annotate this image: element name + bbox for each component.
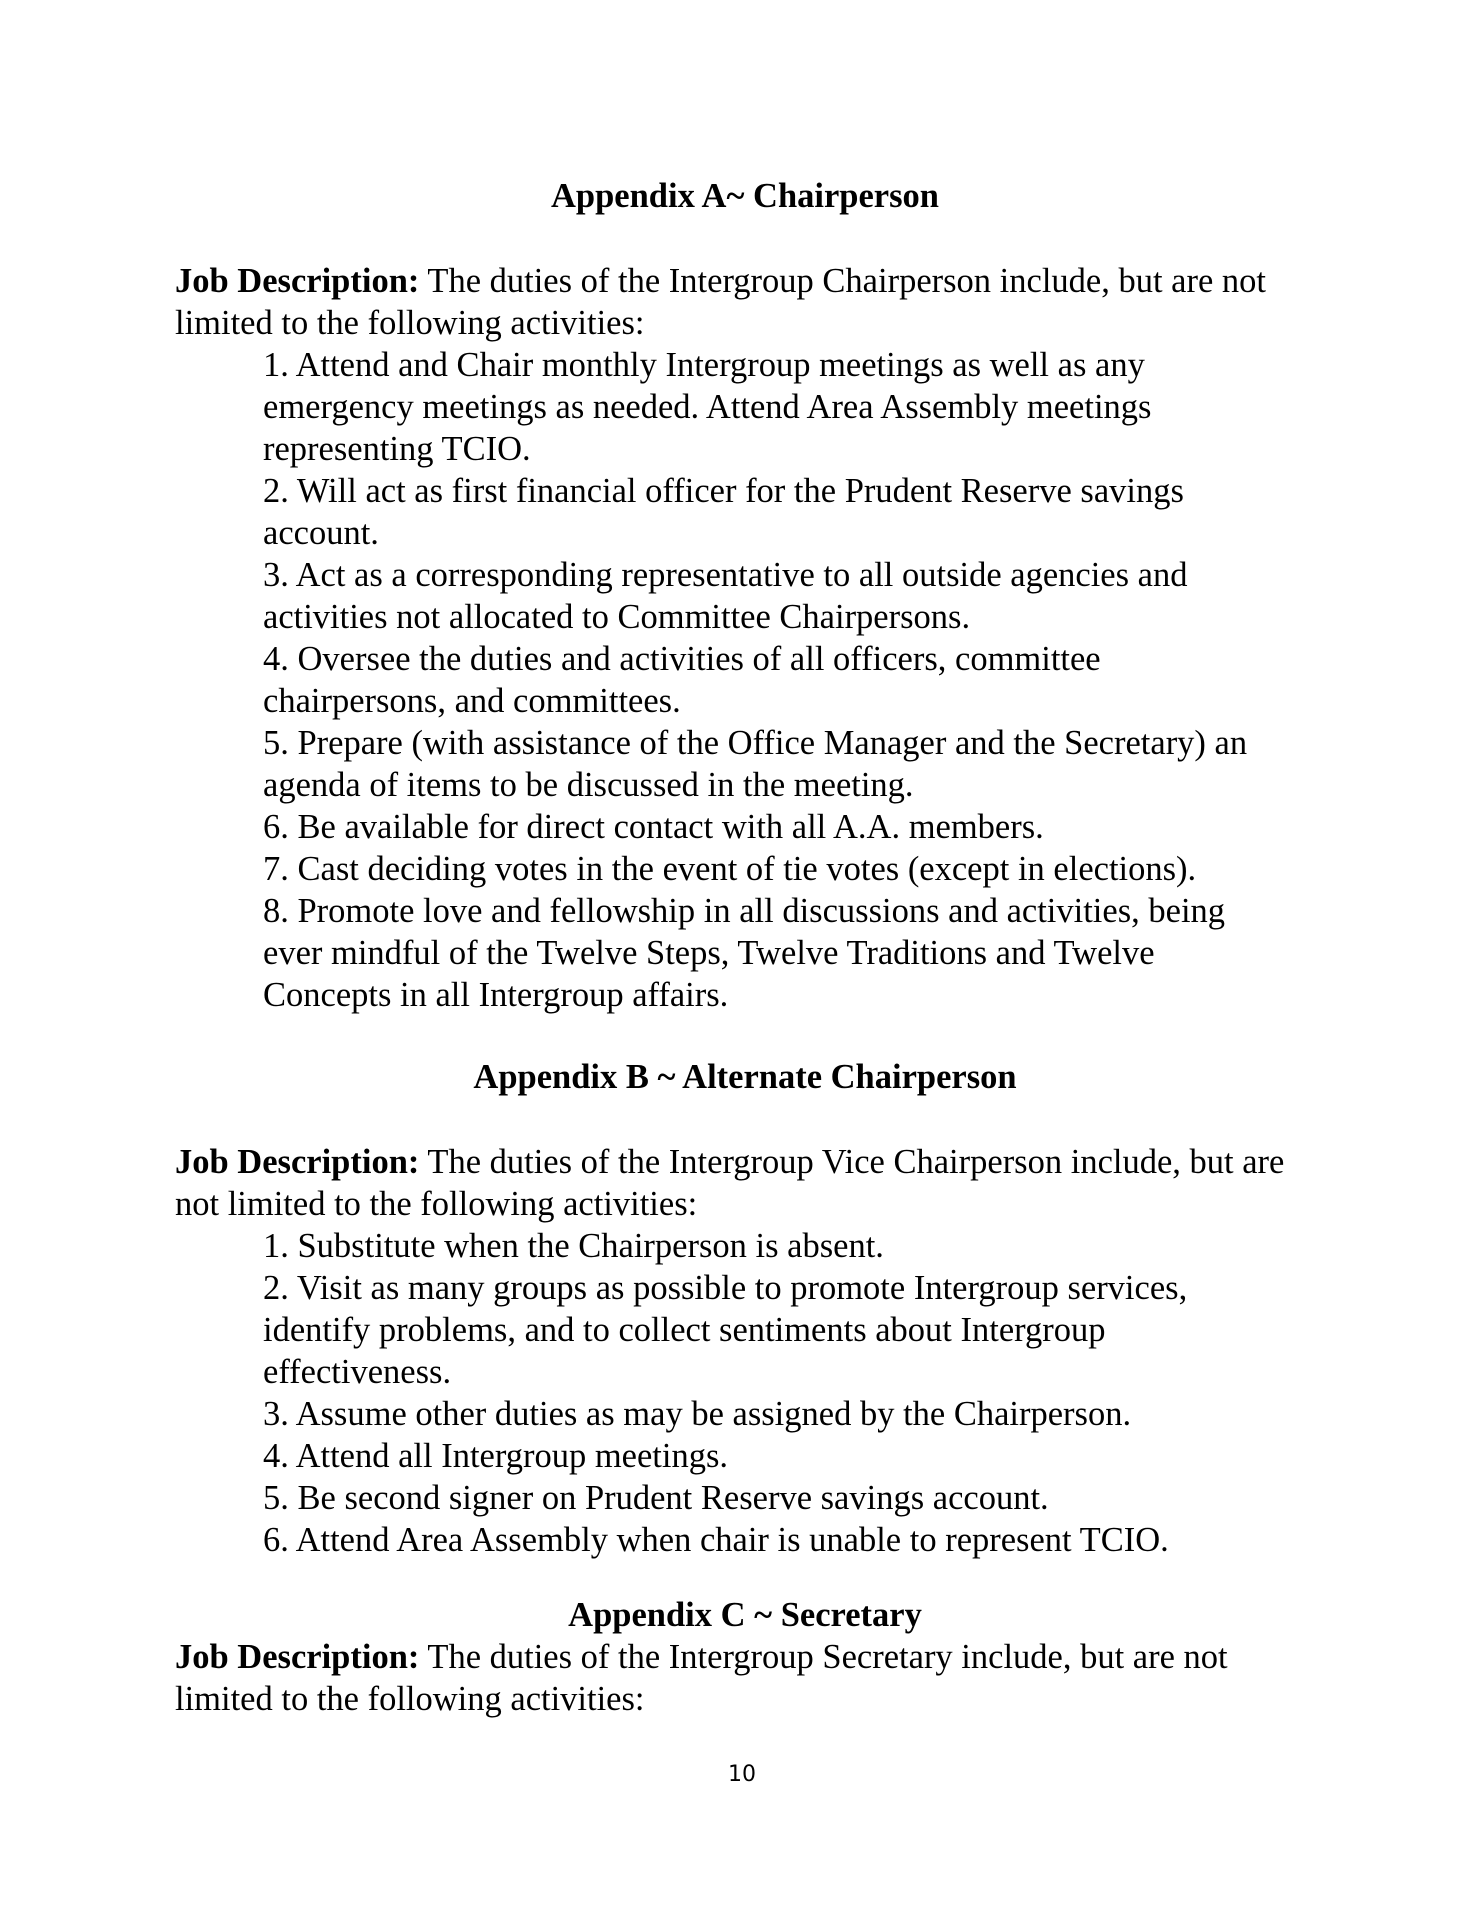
job-description-label: Job Description:: [175, 1638, 420, 1676]
list-item: 2. Visit as many groups as possible to promote Intergroup services, identify problems, and to collect sentiments about Intergroup effectiveness.: [263, 1269, 1188, 1391]
appendix-a-heading: Appendix A~ Chairperson: [551, 177, 939, 215]
list-item: 7. Cast deciding votes in the event of tie votes (except in elections).: [263, 850, 1197, 888]
appendix-b-heading: Appendix B ~ Alternate Chairperson: [473, 1058, 1017, 1096]
list-item: 1. Attend and Chair monthly Intergroup meetings as well as any emergency meetings as needed. Attend Area Assembly meetings representing TCIO.: [263, 346, 1152, 468]
job-description-text: The duties of the Intergroup Chairperson include, but are not limited to the following activities:: [175, 262, 1267, 342]
list-item: 5. Prepare (with assistance of the Office Manager and the Secretary) an agenda of items to be discussed in the meeting.: [263, 724, 1248, 804]
appendix-b-job-description: [175, 1141, 1315, 1225]
list-item: 5. Be second signer on Prudent Reserve savings account.: [263, 1479, 1049, 1517]
list-item: 3. Act as a corresponding representative to all outside agencies and activities not allocated to Committee Chairpersons.: [263, 556, 1188, 636]
list-item: 8. Promote love and fellowship in all discussions and activities, being ever mindful of the Twelve Steps, Twelve Traditions and Twelve Concepts in all Intergroup affairs.: [263, 892, 1226, 1014]
list-item: 4. Attend all Intergroup meetings.: [263, 1437, 729, 1475]
list-item: 4. Oversee the duties and activities of all officers, committee chairpersons, and committees.: [263, 640, 1101, 720]
job-description-text: The duties of the Intergroup Vice Chairperson include, but are not limited to the following activities:: [175, 1143, 1285, 1223]
list-item: 6. Be available for direct contact with all A.A. members.: [263, 808, 1044, 846]
appendix-a-job-description: [175, 260, 1315, 344]
list-item: 3. Assume other duties as may be assigned by the Chairperson.: [263, 1395, 1132, 1433]
list-item: 6. Attend Area Assembly when chair is unable to represent TCIO.: [263, 1521, 1169, 1559]
job-description-label: Job Description:: [175, 262, 420, 300]
appendix-c-job-description: [175, 1636, 1315, 1720]
appendix-a-duties-list: [263, 344, 1263, 1016]
page-number: 10: [728, 1762, 756, 1787]
list-item: 2. Will act as first financial officer for the Prudent Reserve savings account.: [263, 472, 1184, 552]
job-description-text: The duties of the Intergroup Secretary include, but are not limited to the following activities:: [175, 1638, 1228, 1718]
list-item: 1. Substitute when the Chairperson is absent.: [263, 1227, 884, 1265]
job-description-label: Job Description:: [175, 1143, 420, 1181]
appendix-b-duties-list: [263, 1225, 1263, 1561]
appendix-c-heading: Appendix C ~ Secretary: [568, 1596, 922, 1634]
